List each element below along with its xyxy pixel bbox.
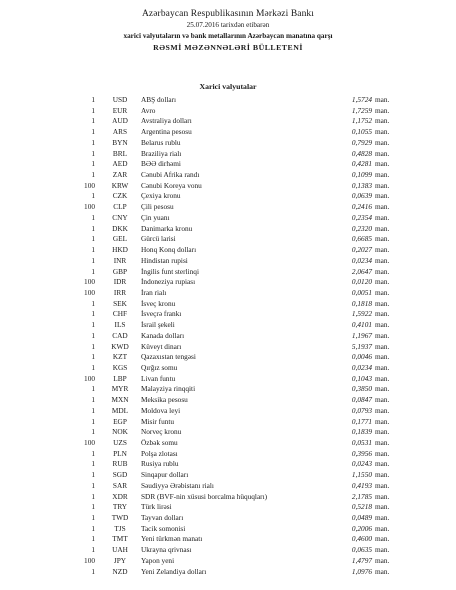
- rate-row: [0, 331, 456, 342]
- rate-units: 1: [91, 105, 95, 115]
- currency-name: İran rialı: [141, 287, 167, 297]
- rate-units: 100: [84, 555, 95, 565]
- rate-row: [0, 556, 456, 567]
- manat-unit-label: man.: [375, 470, 390, 480]
- currency-code: JPY: [113, 555, 127, 565]
- currency-name: Honq Konq dolları: [141, 245, 197, 255]
- manat-unit-label: man.: [375, 223, 390, 233]
- currency-name: Ukrayna qrivnası: [141, 545, 192, 555]
- rate-row: [0, 502, 456, 513]
- currency-code: IDR: [113, 277, 127, 287]
- currency-code: EUR: [112, 105, 128, 115]
- currency-code: CHF: [112, 309, 128, 319]
- currency-code: IRR: [113, 287, 127, 297]
- currency-code: ZAR: [112, 170, 128, 180]
- currency-name: Polşa zlotası: [141, 448, 178, 458]
- currency-name: Gürcü larisi: [141, 234, 176, 244]
- rate-units: 1: [91, 566, 95, 576]
- rate-row: [0, 567, 456, 578]
- rate-units: 1: [91, 341, 95, 351]
- rate-units: 1: [91, 395, 95, 405]
- manat-unit-label: man.: [375, 513, 390, 523]
- rate-units: 1: [91, 266, 95, 276]
- exchange-rate: 0,1771: [351, 416, 372, 426]
- currency-code: PLN: [113, 448, 127, 458]
- manat-unit-label: man.: [375, 491, 390, 501]
- manat-unit-label: man.: [375, 180, 390, 190]
- manat-unit-label: man.: [375, 127, 390, 137]
- manat-unit-label: man.: [375, 116, 390, 126]
- exchange-rate: 0,4828: [351, 148, 372, 158]
- rate-row: [0, 492, 456, 503]
- manat-unit-label: man.: [375, 212, 390, 222]
- manat-unit-label: man.: [375, 395, 390, 405]
- exchange-rate: 0,0531: [351, 438, 372, 447]
- exchange-rate: 0,2416: [351, 202, 372, 212]
- currency-name: Tayvan dolları: [141, 513, 184, 523]
- rate-row: [0, 406, 456, 417]
- currency-code: TMT: [112, 534, 128, 544]
- manat-unit-label: man.: [375, 245, 390, 255]
- rate-units: 100: [84, 202, 95, 212]
- exchange-rate: 0,2027: [351, 245, 372, 255]
- manat-unit-label: man.: [375, 105, 390, 115]
- rate-row: [0, 127, 456, 138]
- rate-units: 100: [84, 438, 95, 447]
- exchange-rate: 0,0489: [351, 513, 372, 523]
- currency-code: UZS: [113, 438, 127, 447]
- currency-code: NOK: [112, 427, 128, 437]
- rate-row: [0, 95, 456, 106]
- exchange-rate: 0,0639: [351, 191, 372, 201]
- manat-unit-label: man.: [375, 309, 390, 319]
- manat-unit-label: man.: [375, 352, 390, 362]
- exchange-rate: 0,0234: [351, 255, 372, 265]
- rate-units: 1: [91, 320, 95, 330]
- rate-row: [0, 277, 456, 288]
- exchange-rate: 1,5922: [351, 309, 372, 319]
- rate-row: [0, 470, 456, 481]
- currency-name: Küveyt dinarı: [141, 341, 182, 351]
- manat-unit-label: man.: [375, 427, 390, 437]
- currency-name: Malayziya rinqqiti: [141, 384, 196, 394]
- exchange-rate: 1,1550: [351, 470, 372, 480]
- rate-units: 1: [91, 116, 95, 126]
- manat-unit-label: man.: [375, 320, 390, 330]
- currency-code: ARS: [112, 127, 128, 137]
- rate-units: 1: [91, 502, 95, 512]
- exchange-rate: 0,0046: [351, 352, 372, 362]
- exchange-rate: 0,0635: [351, 545, 372, 555]
- rate-units: 1: [91, 137, 95, 147]
- currency-name: Tacik somonisi: [141, 523, 186, 533]
- manat-unit-label: man.: [375, 523, 390, 533]
- currency-name: Meksika pesosu: [141, 395, 188, 405]
- currency-code: LBP: [113, 373, 127, 383]
- currency-name: İsrail şekeli: [141, 320, 175, 330]
- rate-units: 1: [91, 416, 95, 426]
- exchange-rate: 1,5724: [351, 95, 372, 104]
- rate-units: 100: [84, 180, 95, 190]
- rate-units: 1: [91, 234, 95, 244]
- currency-name: Cənubi Koreya vonu: [141, 180, 202, 190]
- manat-unit-label: man.: [375, 277, 390, 287]
- manat-unit-label: man.: [375, 95, 390, 104]
- exchange-rate: 2,0647: [351, 266, 372, 276]
- currency-name: Çili pesosu: [141, 202, 174, 212]
- exchange-rate: 0,4193: [351, 480, 372, 490]
- currency-name: İsveçrə frankı: [141, 309, 182, 319]
- bulletin-title: RƏSMİ MƏZƏNNƏLƏRİ BÜLLETENİ: [153, 43, 303, 52]
- manat-unit-label: man.: [375, 148, 390, 158]
- currency-name: Misir funtu: [141, 416, 175, 426]
- exchange-rate: 0,6685: [351, 234, 372, 244]
- rate-row: [0, 213, 456, 224]
- currency-code: CNY: [112, 212, 128, 222]
- currency-name: Yeni türkmən manatı: [141, 534, 203, 544]
- currency-code: TRY: [112, 502, 128, 512]
- rate-units: 100: [84, 373, 95, 383]
- rate-row: [0, 481, 456, 492]
- manat-unit-label: man.: [375, 373, 390, 383]
- rate-row: [0, 181, 456, 192]
- exchange-rate: 0,7929: [351, 137, 372, 147]
- manat-unit-label: man.: [375, 502, 390, 512]
- rate-row: [0, 149, 456, 160]
- section-title: Xarici valyutalar: [199, 82, 257, 91]
- currency-code: KGS: [112, 362, 128, 372]
- rate-units: 1: [91, 148, 95, 158]
- manat-unit-label: man.: [375, 234, 390, 244]
- rate-row: [0, 384, 456, 395]
- rate-row: [0, 524, 456, 535]
- manat-unit-label: man.: [375, 459, 390, 469]
- manat-unit-label: man.: [375, 566, 390, 576]
- currency-name: ABŞ dolları: [141, 95, 177, 104]
- manat-unit-label: man.: [375, 287, 390, 297]
- currency-code: SAR: [112, 480, 128, 490]
- exchange-rate: 0,0793: [351, 405, 372, 415]
- rate-row: [0, 224, 456, 235]
- rate-units: 1: [91, 513, 95, 523]
- exchange-rate: 0,0051: [351, 287, 372, 297]
- currency-code: USD: [112, 95, 128, 104]
- rate-row: [0, 234, 456, 245]
- manat-unit-label: man.: [375, 137, 390, 147]
- currency-name: Avro: [141, 105, 156, 115]
- rate-units: 100: [84, 287, 95, 297]
- manat-unit-label: man.: [375, 266, 390, 276]
- currency-code: BRL: [112, 148, 128, 158]
- rate-row: [0, 352, 456, 363]
- rate-row: [0, 534, 456, 545]
- manat-unit-label: man.: [375, 362, 390, 372]
- rate-row: [0, 342, 456, 353]
- exchange-rate: 1,4797: [351, 555, 372, 565]
- currency-name: Danimarka kronu: [141, 223, 193, 233]
- exchange-rate: 0,3850: [351, 384, 372, 394]
- exchange-rate: 0,0120: [351, 277, 372, 287]
- rate-row: [0, 138, 456, 149]
- manat-unit-label: man.: [375, 545, 390, 555]
- currency-name: Qazaxıstan tengəsi: [141, 352, 196, 362]
- rate-units: 1: [91, 95, 95, 104]
- rate-units: 1: [91, 545, 95, 555]
- rates-table: [0, 95, 456, 577]
- currency-name: Moldova leyi: [141, 405, 181, 415]
- rate-row: [0, 374, 456, 385]
- exchange-rate: 0,1383: [351, 180, 372, 190]
- currency-code: TWD: [111, 513, 129, 523]
- currency-code: KWD: [111, 341, 129, 351]
- rate-units: 1: [91, 352, 95, 362]
- rate-row: [0, 245, 456, 256]
- rate-row: [0, 288, 456, 299]
- rate-units: 1: [91, 448, 95, 458]
- currency-name: Qırğız somu: [141, 362, 178, 372]
- rate-row: [0, 267, 456, 278]
- rate-units: 1: [91, 362, 95, 372]
- manat-unit-label: man.: [375, 298, 390, 308]
- bulletin-subtitle: xarici valyutaların və bank metallarının Azərbaycan manatına qarşı: [123, 32, 333, 40]
- manat-unit-label: man.: [375, 159, 390, 169]
- manat-unit-label: man.: [375, 330, 390, 340]
- manat-unit-label: man.: [375, 405, 390, 415]
- currency-name: Özbək somu: [141, 438, 178, 447]
- rate-units: 1: [91, 480, 95, 490]
- exchange-rate: 0,2006: [351, 523, 372, 533]
- rate-row: [0, 159, 456, 170]
- rate-units: 1: [91, 298, 95, 308]
- currency-code: CZK: [112, 191, 128, 201]
- exchange-rate: 1,7259: [351, 105, 372, 115]
- exchange-rate: 1,1967: [351, 330, 372, 340]
- currency-code: MXN: [111, 395, 129, 405]
- currency-name: Çexiya kronu: [141, 191, 181, 201]
- currency-code: INR: [113, 255, 127, 265]
- rate-row: [0, 545, 456, 556]
- currency-name: Sinqapur dolları: [141, 470, 189, 480]
- exchange-rate: 0,2320: [351, 223, 372, 233]
- currency-code: DKK: [112, 223, 128, 233]
- currency-code: KZT: [112, 352, 128, 362]
- currency-name: Kanada dolları: [141, 330, 185, 340]
- currency-code: ILS: [114, 320, 126, 330]
- currency-name: Yapon yeni: [141, 555, 175, 565]
- exchange-rate: 2,1785: [351, 491, 372, 501]
- rate-units: 1: [91, 330, 95, 340]
- currency-name: Braziliya rialı: [141, 148, 182, 158]
- exchange-rate: 0,0847: [351, 395, 372, 405]
- manat-unit-label: man.: [375, 416, 390, 426]
- rate-units: 1: [91, 212, 95, 222]
- currency-name: Çin yuanı: [141, 212, 170, 222]
- manat-unit-label: man.: [375, 448, 390, 458]
- rate-row: [0, 427, 456, 438]
- manat-unit-label: man.: [375, 384, 390, 394]
- rate-units: 1: [91, 534, 95, 544]
- rate-row: [0, 170, 456, 181]
- exchange-rate: 5,1937: [351, 341, 372, 351]
- currency-code: XDR: [112, 491, 128, 501]
- currency-name: Yeni Zelandiya dolları: [141, 566, 207, 576]
- rate-units: 1: [91, 223, 95, 233]
- manat-unit-label: man.: [375, 202, 390, 212]
- effective-date: 25.07.2016 tarixdən etibarən: [186, 21, 270, 29]
- rate-units: 100: [84, 277, 95, 287]
- rate-row: [0, 513, 456, 524]
- currency-name: Livan funtu: [141, 373, 176, 383]
- exchange-rate: 0,2354: [351, 212, 372, 222]
- currency-code: AUD: [112, 116, 128, 126]
- rate-row: [0, 309, 456, 320]
- manat-unit-label: man.: [375, 191, 390, 201]
- currency-code: RUB: [112, 459, 128, 469]
- exchange-rate: 1,0976: [351, 566, 372, 576]
- exchange-rate: 0,0234: [351, 362, 372, 372]
- currency-code: HKD: [112, 245, 128, 255]
- currency-code: KRW: [111, 180, 129, 190]
- manat-unit-label: man.: [375, 480, 390, 490]
- rate-row: [0, 299, 456, 310]
- currency-name: Türk lirəsi: [141, 502, 172, 512]
- exchange-rate: 1,1752: [351, 116, 372, 126]
- currency-name: İngilis funt sterlinqi: [141, 266, 199, 276]
- currency-name: İndoneziya rupiası: [141, 277, 196, 287]
- rate-row: [0, 395, 456, 406]
- exchange-rate: 0,4600: [351, 534, 372, 544]
- rate-units: 1: [91, 470, 95, 480]
- currency-name: İsveç kronu: [141, 298, 176, 308]
- currency-name: Norveç kronu: [141, 427, 182, 437]
- currency-name: Səudiyyə Ərəbistanı rialı: [141, 480, 214, 490]
- currency-name: Rusiya rublu: [141, 459, 179, 469]
- exchange-rate: 0,3956: [351, 448, 372, 458]
- rate-row: [0, 438, 456, 449]
- rate-row: [0, 106, 456, 117]
- manat-unit-label: man.: [375, 534, 390, 544]
- currency-code: SGD: [112, 470, 128, 480]
- currency-code: GEL: [112, 234, 128, 244]
- manat-unit-label: man.: [375, 341, 390, 351]
- rate-units: 1: [91, 191, 95, 201]
- currency-code: NZD: [112, 566, 128, 576]
- rate-row: [0, 202, 456, 213]
- exchange-rate: 0,1839: [351, 427, 372, 437]
- bank-title: Azərbaycan Respublikasının Mərkəzi Bankı: [141, 9, 315, 19]
- rate-units: 1: [91, 159, 95, 169]
- rate-units: 1: [91, 491, 95, 501]
- rate-units: 1: [91, 459, 95, 469]
- rate-units: 1: [91, 427, 95, 437]
- rate-units: 1: [91, 170, 95, 180]
- exchange-rate: 0,4101: [351, 320, 372, 330]
- exchange-rate: 0,1043: [351, 373, 372, 383]
- exchange-rate: 0,1099: [351, 170, 372, 180]
- rate-units: 1: [91, 309, 95, 319]
- currency-code: MYR: [111, 384, 129, 394]
- rate-units: 1: [91, 127, 95, 137]
- rate-row: [0, 191, 456, 202]
- rate-units: 1: [91, 384, 95, 394]
- manat-unit-label: man.: [375, 255, 390, 265]
- exchange-rate: 0,4281: [351, 159, 372, 169]
- currency-name: Belarus rublu: [141, 137, 181, 147]
- currency-code: EGP: [113, 416, 127, 426]
- rate-row: [0, 459, 456, 470]
- exchange-rate: 0,5218: [351, 502, 372, 512]
- rate-row: [0, 256, 456, 267]
- currency-name: BƏƏ dirhəmi: [141, 159, 181, 169]
- currency-code: GBP: [112, 266, 128, 276]
- currency-code: UAH: [112, 545, 128, 555]
- exchange-rate: 0,0243: [351, 459, 372, 469]
- rate-units: 1: [91, 523, 95, 533]
- currency-code: CAD: [112, 330, 128, 340]
- rate-row: [0, 320, 456, 331]
- rate-row: [0, 116, 456, 127]
- currency-code: TJS: [114, 523, 126, 533]
- currency-code: SEK: [113, 298, 127, 308]
- rate-units: 1: [91, 255, 95, 265]
- currency-name: SDR (BVF-nin xüsusi borcalma hüquqları): [141, 491, 268, 501]
- currency-code: MDL: [111, 405, 129, 415]
- rate-units: 1: [91, 405, 95, 415]
- rate-row: [0, 363, 456, 374]
- exchange-rate: 0,1055: [351, 127, 372, 137]
- currency-name: Avstraliya dolları: [141, 116, 192, 126]
- currency-code: BYN: [112, 137, 128, 147]
- rate-row: [0, 449, 456, 460]
- manat-unit-label: man.: [375, 170, 390, 180]
- rate-units: 1: [91, 245, 95, 255]
- rate-row: [0, 417, 456, 428]
- currency-code: AED: [112, 159, 128, 169]
- manat-unit-label: man.: [375, 555, 390, 565]
- manat-unit-label: man.: [375, 438, 390, 447]
- currency-name: Hindistan rupisi: [141, 255, 188, 265]
- currency-code: CLP: [113, 202, 127, 212]
- currency-name: Cənubi Afrika randı: [141, 170, 200, 180]
- bulletin-header: [0, 9, 456, 52]
- currency-name: Argentina pesosu: [141, 127, 192, 137]
- exchange-rate: 0,1818: [351, 298, 372, 308]
